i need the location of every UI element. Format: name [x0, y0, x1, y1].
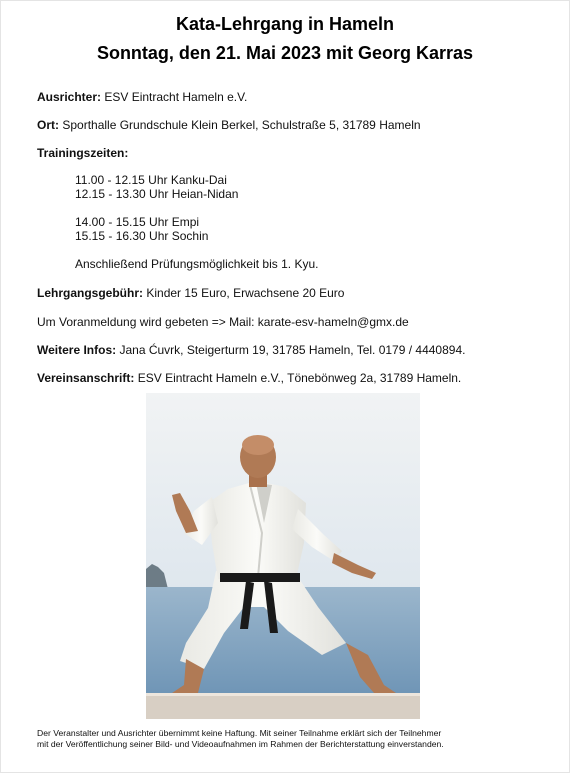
- disclaimer-line: mit der Veröffentlichung seiner Bild- und Videoaufnahmen im Rahmen der Berichterstattung einverstanden.: [37, 739, 444, 749]
- venue-value: Sporthalle Grundschule Klein Berkel, Schulstraße 5, 31789 Hameln: [62, 118, 421, 132]
- club-address-label: Vereinsanschrift:: [37, 371, 135, 385]
- venue-row: [37, 118, 421, 132]
- schedule-heading: [37, 146, 128, 160]
- club-address-row: [37, 371, 461, 385]
- registration-note: Um Voranmeldung wird gebeten => Mail: karate-esv-hameln@gmx.de: [37, 315, 409, 329]
- venue-label: Ort:: [37, 118, 59, 132]
- info-row: [37, 343, 465, 357]
- disclaimer-line: Der Veranstalter und Ausrichter übernimmt keine Haftung. Mit seiner Teilnahme erklärt sich der Teilnehmer: [37, 728, 442, 738]
- schedule-item: 12.15 - 13.30 Uhr Heian-Nidan: [75, 187, 239, 201]
- exam-note: Anschließend Prüfungsmöglichkeit bis 1. Kyu.: [75, 257, 319, 271]
- fee-row: [37, 286, 344, 300]
- info-value: Jana Ćuvrk, Steigerturm 19, 31785 Hameln, Tel. 0179 / 4440894.: [119, 343, 466, 357]
- fee-value: Kinder 15 Euro, Erwachsene 20 Euro: [146, 286, 345, 300]
- schedule-item: 15.15 - 16.30 Uhr Sochin: [75, 229, 209, 243]
- club-address-value: ESV Eintracht Hameln e.V., Tönebönweg 2a, 31789 Hameln.: [137, 371, 462, 385]
- karate-instructor-photo: [146, 393, 420, 719]
- organizer-value: ESV Eintracht Hameln e.V.: [104, 90, 248, 104]
- schedule-item: 11.00 - 12.15 Uhr Kanku-Dai: [75, 173, 227, 187]
- fee-label: Lehrgangsgebühr:: [37, 286, 144, 300]
- info-label: Weitere Infos:: [37, 343, 117, 357]
- schedule-item: 14.00 - 15.15 Uhr Empi: [75, 215, 200, 229]
- event-title: Kata-Lehrgang in Hameln: [175, 14, 395, 34]
- organizer-label: Ausrichter:: [37, 90, 102, 104]
- schedule-label: Trainingszeiten:: [37, 146, 129, 160]
- organizer-row: [37, 90, 247, 104]
- event-date-title: Sonntag, den 21. Mai 2023 mit Georg Karras: [96, 43, 474, 63]
